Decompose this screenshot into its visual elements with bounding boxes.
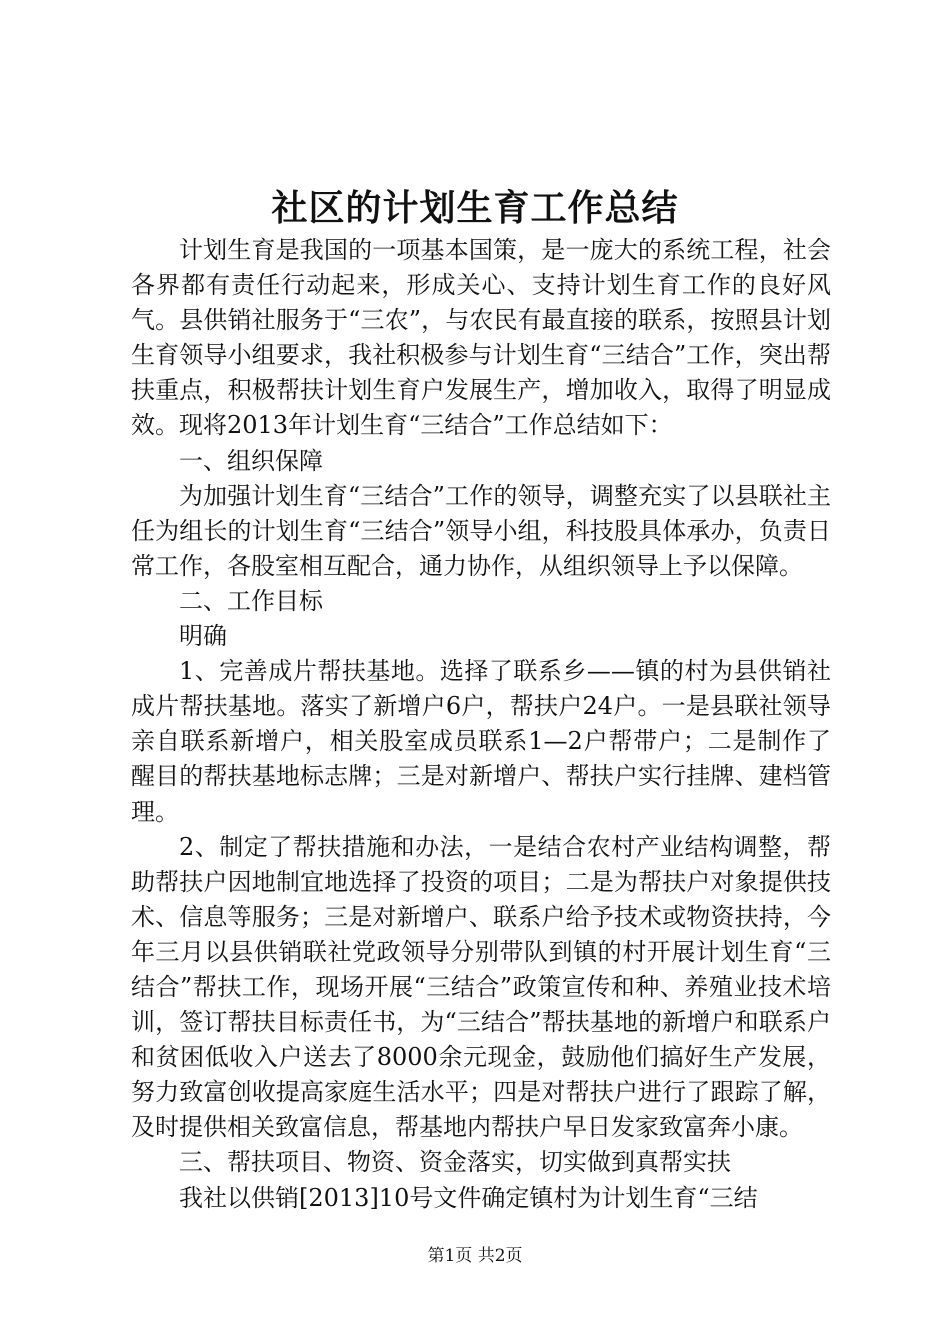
document-title: 社区的计划生育工作总结 xyxy=(271,187,679,229)
page-footer: 第1页 共2页 xyxy=(427,1246,523,1266)
paragraph-clarify: 明确 xyxy=(179,622,227,651)
paragraph-organization: 为加强计划生育“三结合”工作的领导，调整充实了以县联社主任为组长的计划生育“三结合”领导小组，科技股具体承办，负责日常工作，各股室相互配合，通力协作，从组织领导上予以保障。 xyxy=(131,481,831,580)
section-heading-organization: 一、组织保障 xyxy=(179,446,323,475)
paragraph-support: 我社以供销[2013]10号文件确定镇村为计划生育“三结 xyxy=(179,1183,758,1212)
section-heading-support: 三、帮扶项目、物资、资金落实，切实做到真帮实扶 xyxy=(179,1148,731,1177)
paragraph-item-2: 2、制定了帮扶措施和办法，一是结合农村产业结构调整，帮助帮扶户因地制宜地选择了投资的项目；二是为帮扶户对象提供技术、信息等服务；三是对新增户、联系户给予技术或物资扶持，今年三月以县供销联社党政领导分别带队到镇的村开展计划生育“三结合”帮扶工作，现场开展“三结合”政策宣传和种、养殖业技术培训，签订帮扶目标责任书，为“三结合”帮扶基地的新增户和联系户和贫困低收入户送去了8000余元现金，鼓励他们搞好生产发展，努力致富创收提高家庭生活水平；四是对帮扶户进行了跟踪了解，及时提供相关致富信息，帮基地内帮扶户早日发家致富奔小康。 xyxy=(131,832,831,1142)
paragraph-intro: 计划生育是我国的一项基本国策，是一庞大的系统工程，社会各界都有责任行动起来，形成关心、支持计划生育工作的良好风气。县供销社服务于“三农”，与农民有最直接的联系，按照县计划生育领导小组要求，我社积极参与计划生育“三结合”工作，突出帮扶重点，积极帮扶计划生育户发展生产，增加收入，取得了明显成效。现将2013年计划生育“三结合”工作总结如下： xyxy=(131,236,831,440)
document-body xyxy=(131,233,831,1216)
paragraph-item-1: 1、完善成片帮扶基地。选择了联系乡——镇的村为县供销社成片帮扶基地。落实了新增户6户，帮扶户24户。一是县联社领导亲自联系新增户，相关股室成员联系1—2户帮带户；二是制作了醒目的帮扶基地标志牌；三是对新增户、帮扶户实行挂牌、建档管理。 xyxy=(131,657,831,826)
section-heading-goals: 二、工作目标 xyxy=(179,586,323,615)
